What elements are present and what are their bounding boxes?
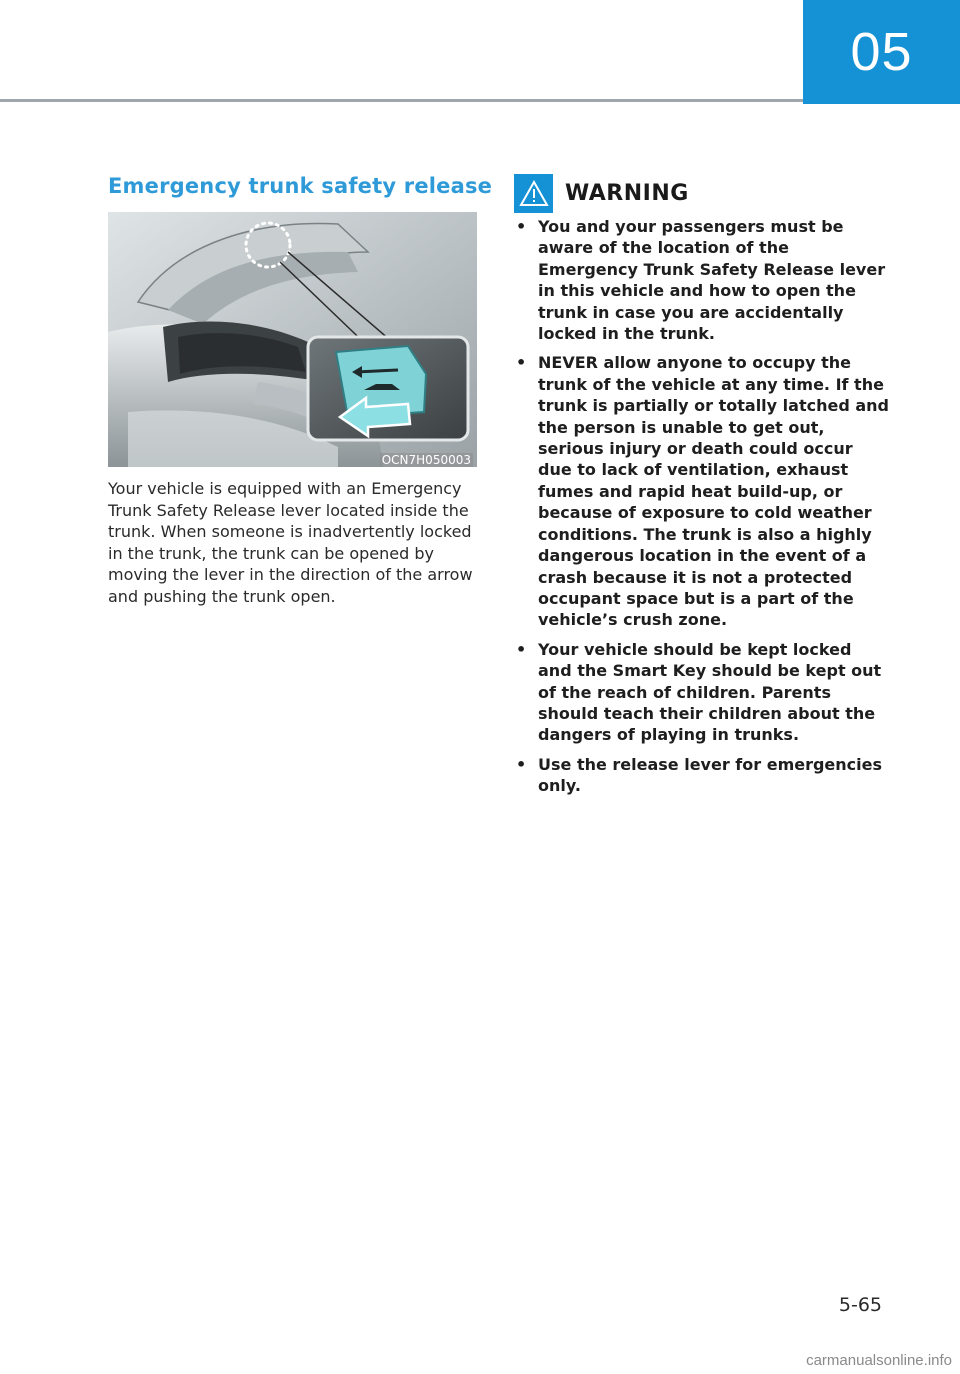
warning-item: [514, 352, 890, 630]
bullet-icon: •: [516, 754, 527, 774]
warning-item-text: Your vehicle should be kept locked and the Smart Key should be kept out of the reach of children. Parents should teach their children about the dangers of playing in trunks.: [538, 639, 882, 745]
bullet-icon: •: [516, 217, 527, 236]
body-paragraph: Your vehicle is equipped with an Emergency Trunk Safety Release lever located inside the trunk. When someone is inadvertently locked in the trunk, the trunk can be opened by moving the lever in the direction of the arrow and pushing the trunk open.: [108, 479, 473, 606]
figure-code: OCN7H050003: [381, 453, 471, 467]
bullet-icon: •: [516, 639, 527, 659]
warning-item: [514, 754, 890, 797]
chapter-number: 05: [850, 22, 913, 82]
warning-list: [514, 216, 890, 805]
bullet-icon: •: [516, 353, 527, 373]
chapter-tab: [803, 0, 960, 104]
trunk-release-figure: [108, 212, 477, 467]
watermark: carmanualsonline.info: [806, 1352, 952, 1369]
warning-item-text: NEVER allow anyone to occupy the trunk of the vehicle at any time. If the trunk is partially or totally latched and the person is unable to get out, serious injury or death could occur due to lack of ventilation, exhaust fumes and rapid heat build-up, or because of exposure to cold weather conditions. The trunk is also a highly dangerous location in the event of a crash because it is not a protected occupant space but is a part of the vehicle’s crush zone.: [538, 353, 889, 630]
trunk-illustration: [108, 212, 477, 467]
section-title: Emergency trunk safety release: [108, 174, 493, 198]
warning-item-text: Use the release lever for emergencies only.: [538, 754, 883, 796]
warning-item: [514, 216, 890, 344]
warning-item: [514, 639, 890, 746]
header-rule: [0, 99, 803, 102]
page-number: 5-65: [838, 1294, 882, 1316]
warning-title: WARNING: [565, 181, 689, 206]
warning-item-text: You and your passengers must be aware of the location of the Emergency Trunk Safety Release lever in this vehicle and how to open the trunk in case you are accidentally locked in the trunk.: [538, 217, 886, 344]
warning-header: [514, 174, 689, 213]
warning-icon: [514, 174, 553, 213]
